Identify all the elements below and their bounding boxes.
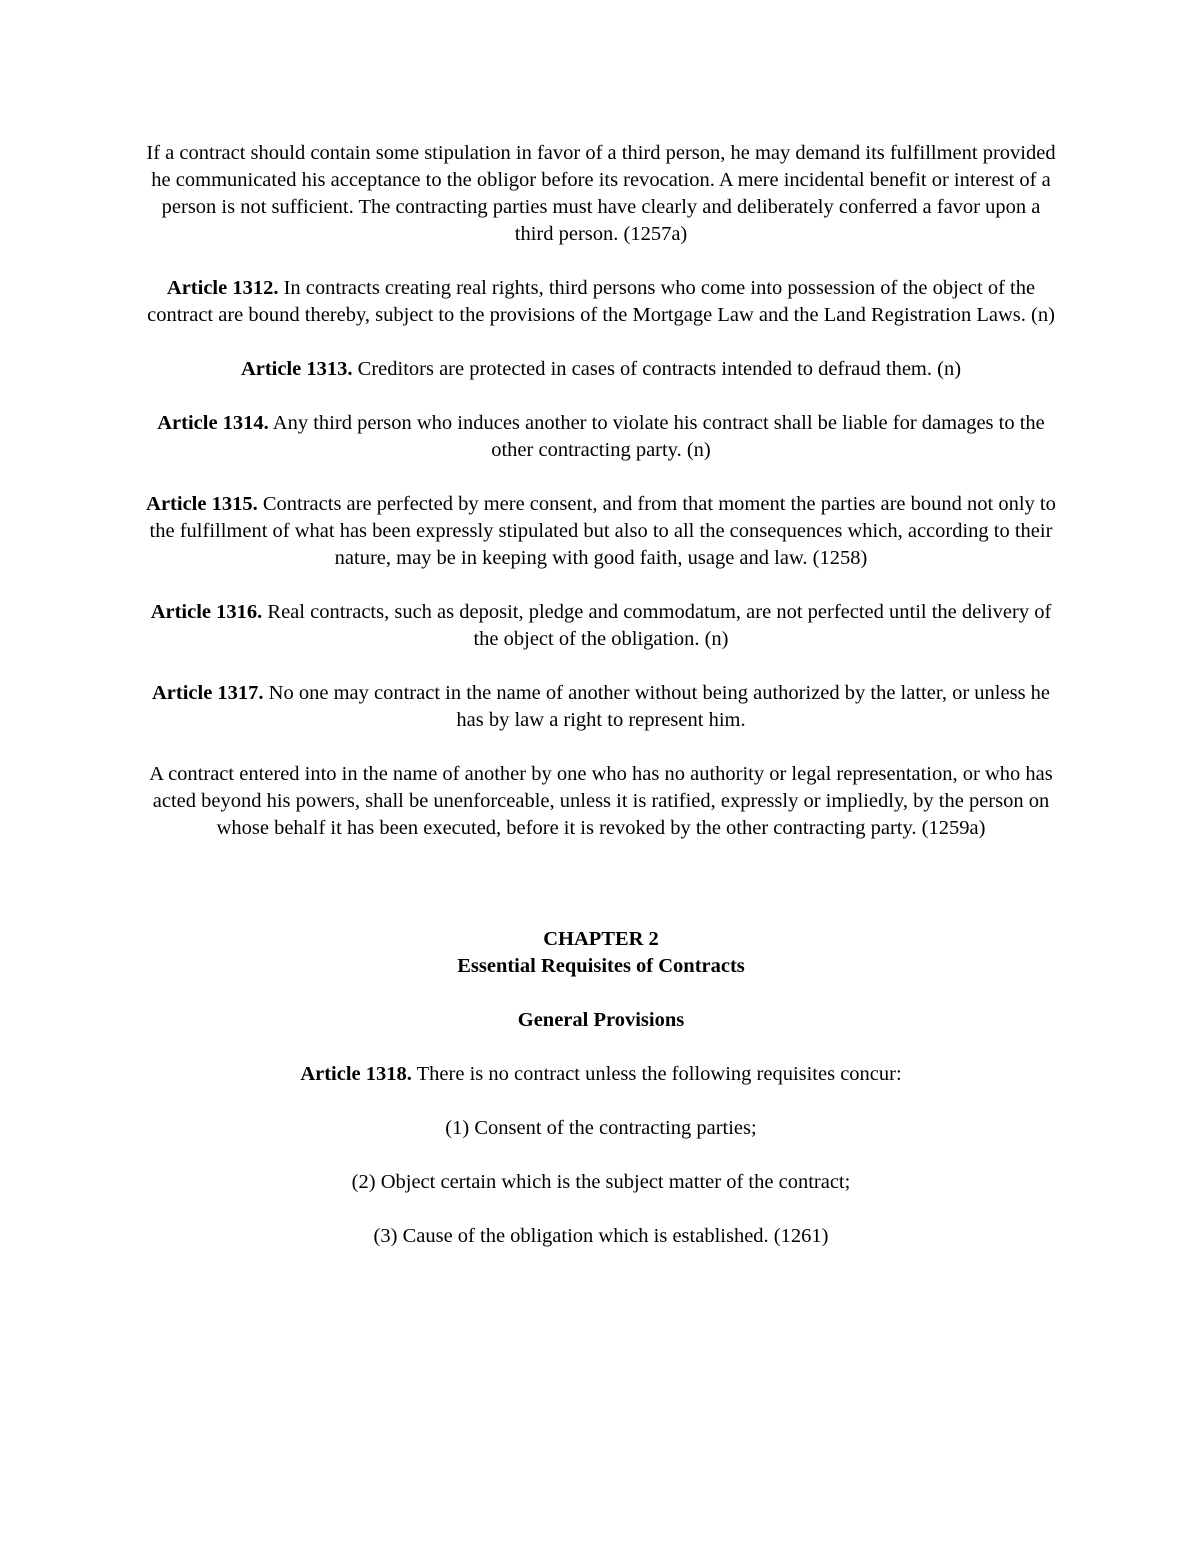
article-1312 bbox=[142, 275, 1060, 329]
article-1313 bbox=[142, 356, 1060, 383]
article-1317 bbox=[142, 680, 1060, 734]
article-label: Article 1312. bbox=[166, 277, 279, 299]
paragraph-third-person-stipulation: If a contract should contain some stipulation in favor of a third person, he may demand its fulfillment provided he communicated his acceptance to the obligor before its revocation. A mere incidental benefit or interest of a person is not sufficient. The contracting parties must have clearly and deliberately conferred a favor upon a third person. (1257a) bbox=[146, 142, 1056, 245]
article-label: Article 1313. bbox=[240, 358, 353, 380]
article-text: There is no contract unless the following requisites concur: bbox=[411, 1063, 902, 1085]
requisite-item: (2) Object certain which is the subject matter of the contract; bbox=[351, 1171, 851, 1193]
article-label: Article 1315. bbox=[146, 493, 258, 515]
article-text: Any third person who induces another to violate his contract shall be liable for damages to the other contracting party. (n) bbox=[268, 412, 1045, 461]
chapter-title: Essential Requisites of Contracts bbox=[457, 955, 745, 977]
article-text: Creditors are protected in cases of contracts intended to defraud them. (n) bbox=[352, 358, 962, 380]
section-title: General Provisions bbox=[517, 1009, 685, 1031]
requisite-item: (1) Consent of the contracting parties; bbox=[445, 1117, 757, 1139]
article-label: Article 1314. bbox=[157, 412, 269, 434]
article-label: Article 1318. bbox=[300, 1063, 412, 1085]
article-text: No one may contract in the name of another without being authorized by the latter, or unless he has by law a right to represent him. bbox=[263, 682, 1051, 731]
article-1314 bbox=[142, 410, 1060, 464]
chapter-heading bbox=[142, 926, 1060, 980]
chapter-number: CHAPTER 2 bbox=[543, 928, 659, 950]
requisite-item: (3) Cause of the obligation which is established. (1261) bbox=[373, 1225, 829, 1247]
article-1315 bbox=[142, 491, 1060, 572]
document-page bbox=[142, 140, 1060, 1277]
article-1317-continuation: A contract entered into in the name of another by one who has no authority or legal representation, or who has acted beyond his powers, shall be unenforceable, unless it is ratified, expressly or impliedly, by the person on whose behalf it has been executed, before it is revoked by the other contracting party. (1259a) bbox=[149, 763, 1053, 839]
article-1318 bbox=[142, 1061, 1060, 1088]
article-text: Real contracts, such as deposit, pledge and commodatum, are not perfected until the delivery of the object of the obligation. (n) bbox=[262, 601, 1052, 650]
article-text: Contracts are perfected by mere consent, and from that moment the parties are bound not only to the fulfillment of what has been expressly stipulated but also to all the consequences which, according to their nature, may be in keeping with good faith, usage and law. (1258) bbox=[149, 493, 1056, 569]
article-text: In contracts creating real rights, third persons who come into possession of the object of the contract are bound thereby, subject to the provisions of the Mortgage Law and the Land Registration Laws. (n) bbox=[147, 277, 1055, 326]
article-label: Article 1317. bbox=[151, 682, 264, 704]
article-1316 bbox=[142, 599, 1060, 653]
article-label: Article 1316. bbox=[150, 601, 263, 623]
